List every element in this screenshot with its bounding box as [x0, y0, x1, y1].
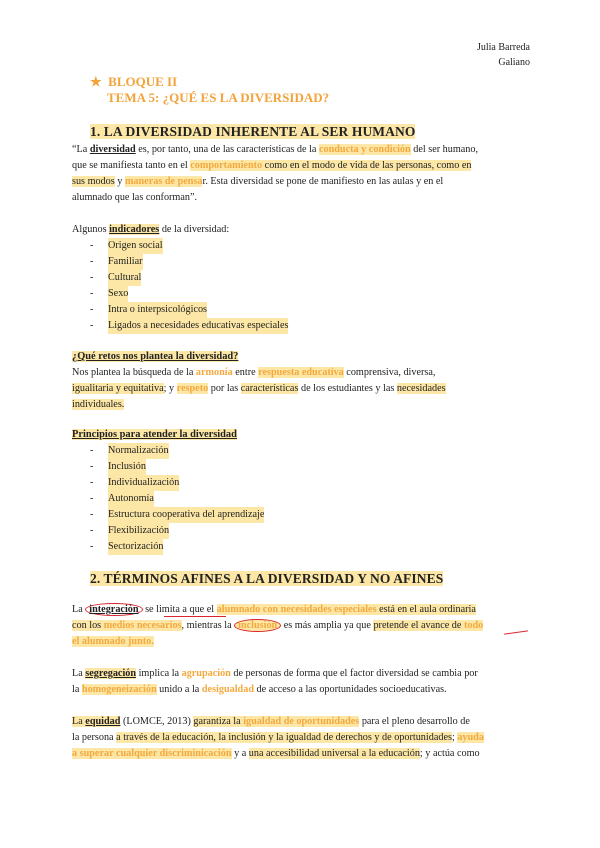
kw-equidad: equidad — [85, 716, 121, 727]
list-item — [90, 318, 288, 334]
intro-paragraph — [72, 142, 526, 206]
author-name — [477, 40, 530, 70]
text-span: a superar cualquier discriminicación — [72, 748, 232, 759]
text-span: Sectorización — [108, 539, 163, 555]
text-span: Principios para atender la diversidad — [72, 429, 237, 440]
text-span: del ser humano, — [410, 144, 479, 155]
text-span: está en el aula ordinaria — [376, 604, 476, 615]
text-span: todo — [463, 620, 484, 631]
kw-sus-modos: sus modos — [72, 176, 115, 187]
kw-integracion: integración — [85, 603, 142, 616]
retos-title — [72, 349, 526, 365]
red-annotation — [164, 616, 226, 617]
section-1-title: 1. LA DIVERSIDAD INHERENTE AL SER HUMANO — [90, 124, 416, 139]
text-span: es más amplia ya que — [281, 620, 374, 631]
text-span: Algunos — [72, 224, 110, 235]
text-span: y — [114, 176, 125, 187]
bullet-dash: - — [90, 256, 94, 267]
list-item — [90, 459, 264, 475]
text-span: igualdad de oportunidades — [243, 716, 360, 727]
bullet-dash: - — [90, 445, 94, 456]
text-span: es, por tanto, una de las características de la — [135, 144, 319, 155]
equidad-paragraph — [72, 714, 526, 762]
text-span: Inclusión — [108, 459, 146, 475]
text-span: la — [72, 684, 82, 695]
kw-respeto: respeto — [176, 383, 209, 394]
author-line-2: Galiano — [498, 57, 530, 68]
text-span: Familiar — [108, 254, 143, 270]
author-line-1: Julia Barreda — [476, 42, 530, 53]
text-span: ; — [451, 732, 458, 743]
section-2-heading — [90, 571, 443, 587]
principios-title — [72, 427, 526, 443]
text-span: unido a la — [156, 684, 202, 695]
text-span: r. Esta diversidad se pone de manifiesto en las aulas y en el — [202, 176, 444, 187]
text-span: el alumnado junto. — [72, 636, 154, 647]
bullet-dash: - — [90, 304, 94, 315]
list-item — [90, 302, 288, 318]
kw-inclusion: inclusión — [234, 619, 281, 632]
bullet-dash: - — [90, 461, 94, 472]
text-span: Cultural — [108, 270, 141, 286]
text-span: de acceso a las oportunidades socioeducativas. — [253, 684, 447, 695]
bullet-dash: - — [90, 541, 94, 552]
bullet-dash: - — [90, 509, 94, 520]
kw-armonia: armonía — [195, 367, 233, 378]
bullet-dash: - — [90, 288, 94, 299]
text-span: La — [72, 604, 86, 615]
text-span: Normalización — [108, 443, 169, 459]
text-span: Sexo — [108, 286, 128, 302]
text-span: La — [72, 668, 86, 679]
bullet-dash: - — [90, 240, 94, 251]
text-span: garantiza la — [193, 716, 244, 727]
bullet-dash: - — [90, 272, 94, 283]
kw-maneras: maneras de pensa — [124, 176, 203, 187]
text-span: que se manifiesta tanto en el — [72, 160, 191, 171]
star-icon: ★ — [90, 74, 102, 89]
text-span: y a — [231, 748, 249, 759]
text-span: de personas de forma que el factor diversidad se cambia por — [230, 668, 478, 679]
text-span: ¿Qué retos nos plantea la diversidad? — [72, 351, 239, 362]
text-span: una accesibilidad universal a la educación — [248, 748, 420, 759]
text-span: Autonomía — [108, 491, 154, 507]
list-item — [90, 491, 264, 507]
text-span: a través de la educación, la inclusión y la igualdad de derechos y de oportunidades — [116, 732, 452, 743]
retos-paragraph — [72, 365, 526, 413]
kw-diversidad: diversidad — [89, 144, 136, 155]
text-span: Flexibilización — [108, 523, 169, 539]
bullet-dash: - — [90, 525, 94, 536]
text-span: alumnado que las conforman”. — [72, 192, 198, 203]
bullet-dash: - — [90, 493, 94, 504]
indicators-list — [90, 238, 288, 334]
text-span: ; y actúa como — [419, 748, 480, 759]
text-span: Origen social — [108, 238, 163, 254]
block-label: BLOQUE II — [108, 74, 178, 89]
indicators-intro — [72, 222, 526, 238]
kw-indicadores: indicadores — [109, 224, 160, 235]
list-item — [90, 523, 264, 539]
text-span: con los — [72, 620, 104, 631]
text-span: igualitaria y equitativa — [72, 383, 164, 394]
list-item — [90, 254, 288, 270]
list-item — [90, 475, 264, 491]
principios-list — [90, 443, 264, 555]
text-span: Intra o interpsicológicos — [108, 302, 207, 318]
list-item — [90, 539, 264, 555]
text-span: ; y — [163, 383, 177, 394]
text-span: de la diversidad: — [159, 224, 230, 235]
section-2-title: 2. TÉRMINOS AFINES A LA DIVERSIDAD Y NO AFINES — [90, 571, 444, 586]
text-span: entre — [232, 367, 259, 378]
text-span: ayuda — [457, 732, 484, 743]
section-1-heading — [90, 124, 415, 140]
block-heading — [90, 74, 329, 106]
kw-respuesta: respuesta educativa — [258, 367, 344, 378]
kw-segregacion: segregación — [85, 668, 137, 679]
text-span: comprensiva, diversa, — [343, 367, 436, 378]
text-span: Estructura cooperativa del aprendizaje — [108, 507, 264, 523]
list-item — [90, 443, 264, 459]
kw-conducta: conducta y condición — [318, 144, 411, 155]
text-span: implica la — [136, 668, 182, 679]
integracion-paragraph — [72, 602, 526, 650]
text-span: “La — [72, 144, 90, 155]
tema-title: TEMA 5: ¿QUÉ ES LA DIVERSIDAD? — [107, 90, 330, 105]
text-span: de los estudiantes y las — [298, 383, 397, 394]
list-item — [90, 270, 288, 286]
text-span: Individualización — [108, 475, 179, 491]
text-span: homogeneización — [81, 684, 157, 695]
text-span: (LOMCE, 2013) — [120, 716, 194, 727]
text-span: para el pleno desarrollo de — [359, 716, 470, 727]
text-span: agrupación — [181, 668, 231, 679]
segregacion-paragraph — [72, 666, 526, 698]
text-span: Ligados a necesidades educativas especiales — [108, 318, 288, 334]
list-item — [90, 507, 264, 523]
text-span: Nos plantea la búsqueda de la — [72, 367, 196, 378]
bullet-dash: - — [90, 477, 94, 488]
text-span: La — [72, 716, 86, 727]
text-span: por las — [208, 383, 241, 394]
bullet-dash: - — [90, 320, 94, 331]
text-span: características — [240, 383, 299, 394]
text-span: , mientras la — [181, 620, 235, 631]
kw-alumnado: alumnado con necesidades especiales — [216, 604, 377, 615]
text-span: la persona — [72, 732, 117, 743]
list-item — [90, 286, 288, 302]
text-span: desigualdad — [201, 684, 254, 695]
kw-comportamiento: comportamiento — [190, 160, 263, 171]
list-item — [90, 238, 288, 254]
text-span: pretende el avance de — [373, 620, 464, 631]
text-span: necesidades — [396, 383, 446, 394]
text-span: se limita a que el — [142, 604, 217, 615]
kw-medios: medios necesarios — [103, 620, 182, 631]
text-span: como en el modo de vida de las personas, como en — [262, 160, 472, 171]
text-span: individuales. — [72, 399, 125, 410]
